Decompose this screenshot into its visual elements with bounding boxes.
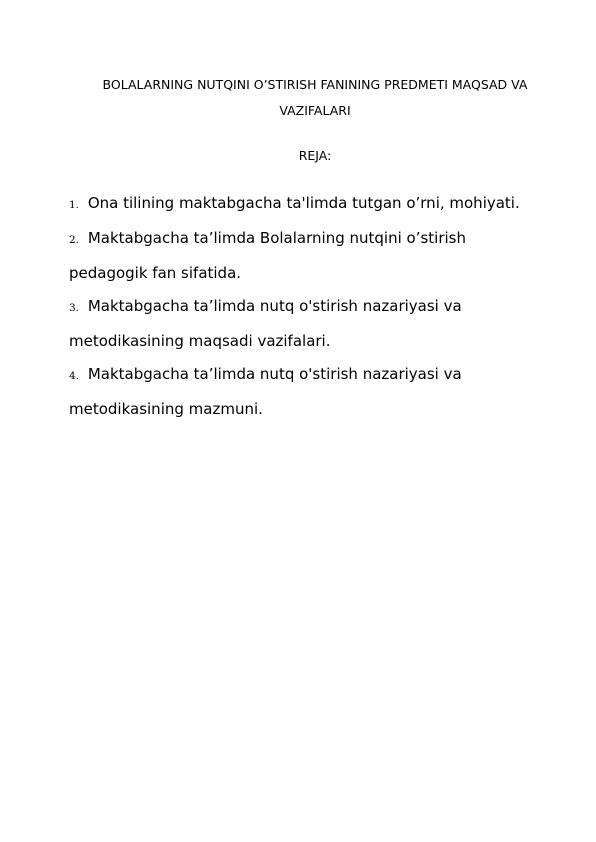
document-title: BOLALARNING NUTQINI O’STIRISH FANINING PREDMETI MAQSAD VA VAZIFALARI [102, 77, 528, 118]
plan-item-text: Ona tilining maktabgacha ta'limda tutgan o’rni, mohiyati. [87, 194, 520, 212]
plan-item-number: 1. [69, 199, 80, 211]
plan-item [69, 187, 549, 222]
plan-heading: REJA: [298, 148, 332, 163]
plan-item-number: 3. [69, 302, 80, 314]
plan-item-number: 4. [69, 370, 80, 382]
plan-item-text: Maktabgacha ta’limda Bolalarning nutqini o’stirish pedagogik fan sifatida. [69, 229, 466, 282]
plan-item-number: 2. [69, 234, 80, 246]
plan-item-text: Maktabgacha ta’limda nutq o'stirish nazariyasi va metodikasining maqsadi vazifalari. [69, 297, 462, 350]
plan-item-text: Maktabgacha ta’limda nutq o'stirish nazariyasi va metodikasining mazmuni. [69, 365, 462, 418]
plan-item [69, 290, 549, 358]
plan-item [69, 222, 549, 290]
plan-list [69, 187, 549, 426]
plan-item [69, 358, 549, 426]
